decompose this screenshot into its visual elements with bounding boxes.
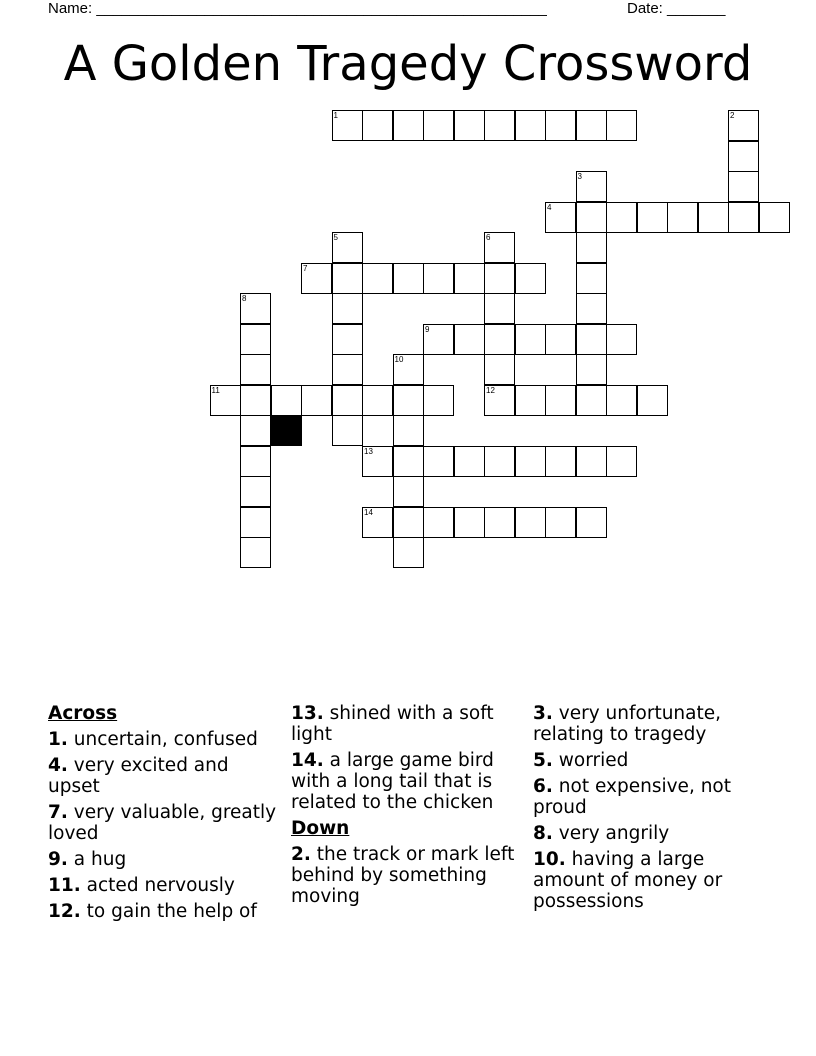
- cell-number: 14: [364, 507, 373, 517]
- grid-cell[interactable]: [210, 385, 241, 416]
- grid-cell[interactable]: [332, 293, 363, 324]
- clue-across-11: [48, 875, 280, 896]
- clue-down-3: [533, 703, 765, 745]
- clue-number: 11.: [48, 875, 81, 896]
- grid-cell[interactable]: [362, 446, 393, 477]
- grid-cell[interactable]: [545, 385, 576, 416]
- grid-cell[interactable]: [698, 202, 729, 233]
- clue-column-3: [533, 703, 765, 917]
- grid-cell[interactable]: [240, 537, 271, 568]
- grid-cell[interactable]: [454, 263, 485, 294]
- cell-number: 9: [425, 324, 430, 334]
- grid-cell[interactable]: [515, 446, 546, 477]
- grid-cell[interactable]: [637, 385, 668, 416]
- grid-cell[interactable]: [606, 110, 637, 141]
- grid-cell[interactable]: [423, 507, 454, 538]
- grid-cell[interactable]: [728, 202, 759, 233]
- grid-cell[interactable]: [393, 354, 424, 385]
- grid-cell[interactable]: [240, 446, 271, 477]
- grid-cell[interactable]: [728, 171, 759, 202]
- grid-cell[interactable]: [423, 446, 454, 477]
- grid-cell[interactable]: [301, 385, 332, 416]
- cell-number: 4: [547, 202, 552, 212]
- clue-number: 9.: [48, 849, 68, 870]
- grid-cell[interactable]: [545, 446, 576, 477]
- clue-across-7: [48, 802, 280, 844]
- clue-across-12: [48, 901, 280, 922]
- clue-down-2: [291, 844, 523, 907]
- clue-number: 3.: [533, 703, 553, 724]
- grid-cell[interactable]: [393, 537, 424, 568]
- clue-across-9: [48, 849, 280, 870]
- clue-across-13: [291, 703, 523, 745]
- grid-cell[interactable]: [515, 110, 546, 141]
- clue-number: 8.: [533, 823, 553, 844]
- grid-cell[interactable]: [393, 446, 424, 477]
- clue-text: acted nervously: [86, 875, 235, 896]
- grid-cell[interactable]: [332, 385, 363, 416]
- clue-down-10: [533, 849, 765, 912]
- grid-cell[interactable]: [240, 324, 271, 355]
- clue-text: very unfortunate, relating to tragedy: [533, 703, 722, 745]
- clue-down-6: [533, 776, 765, 818]
- grid-cell[interactable]: [423, 324, 454, 355]
- grid-cell[interactable]: [332, 232, 363, 263]
- clue-text: the track or mark left behind by something moving: [291, 844, 515, 907]
- grid-cell[interactable]: [545, 202, 576, 233]
- grid-cell[interactable]: [576, 507, 607, 538]
- grid-cell[interactable]: [362, 110, 393, 141]
- grid-cell[interactable]: [484, 507, 515, 538]
- date-line: Date: _______: [627, 0, 726, 17]
- grid-cell[interactable]: [545, 324, 576, 355]
- grid-cell[interactable]: [393, 110, 424, 141]
- down-heading: Down: [291, 818, 350, 839]
- grid-cell[interactable]: [362, 385, 393, 416]
- grid-cell[interactable]: [240, 476, 271, 507]
- clue-down-5: [533, 750, 765, 771]
- cell-number: 13: [364, 446, 373, 456]
- clue-text: a large game bird with a long tail that is related to the chicken: [291, 750, 494, 813]
- grid-cell[interactable]: [576, 263, 607, 294]
- clue-number: 13.: [291, 703, 324, 724]
- grid-cell[interactable]: [301, 263, 332, 294]
- grid-cell[interactable]: [759, 202, 790, 233]
- cell-number: 11: [211, 385, 220, 395]
- grid-cell[interactable]: [606, 446, 637, 477]
- clue-text: worried: [558, 750, 629, 771]
- grid-cell[interactable]: [423, 110, 454, 141]
- clue-down-8: [533, 823, 765, 844]
- clue-number: 2.: [291, 844, 311, 865]
- grid-cell[interactable]: [393, 263, 424, 294]
- clue-text: to gain the help of: [86, 901, 257, 922]
- grid-cell[interactable]: [332, 324, 363, 355]
- grid-cell[interactable]: [362, 263, 393, 294]
- grid-cell[interactable]: [484, 385, 515, 416]
- clue-number: 1.: [48, 729, 68, 750]
- grid-cell[interactable]: [332, 354, 363, 385]
- clue-text: very angrily: [558, 823, 670, 844]
- grid-cell[interactable]: [484, 232, 515, 263]
- grid-cell[interactable]: [454, 446, 485, 477]
- clue-text: shined with a soft light: [291, 703, 494, 745]
- grid-cell[interactable]: [606, 324, 637, 355]
- clue-across-14: [291, 750, 523, 813]
- grid-cell[interactable]: [484, 263, 515, 294]
- grid-cell[interactable]: [576, 446, 607, 477]
- cell-number: 7: [303, 263, 308, 273]
- grid-cell[interactable]: [423, 263, 454, 294]
- grid-cell[interactable]: [515, 507, 546, 538]
- cell-number: 3: [577, 172, 582, 181]
- grid-cell[interactable]: [454, 507, 485, 538]
- grid-cell[interactable]: [332, 415, 363, 446]
- grid-cell[interactable]: [637, 202, 668, 233]
- cell-number: 10: [394, 355, 404, 364]
- page-title: A Golden Tragedy Crossword: [63, 36, 753, 92]
- grid-cell[interactable]: [484, 324, 515, 355]
- grid-cell[interactable]: [332, 263, 363, 294]
- grid-cell[interactable]: [454, 110, 485, 141]
- grid-cell[interactable]: [576, 202, 607, 233]
- grid-cell[interactable]: [332, 110, 363, 141]
- clue-column-1: [48, 703, 280, 927]
- grid-cell[interactable]: [576, 110, 607, 141]
- grid-cell[interactable]: [576, 171, 607, 202]
- clue-text: having a large amount of money or possessions: [533, 849, 723, 912]
- clue-number: 6.: [533, 776, 553, 797]
- grid-cell[interactable]: [484, 446, 515, 477]
- clue-column-2: [291, 703, 523, 912]
- clue-text: very excited and upset: [48, 755, 229, 797]
- clue-number: 10.: [533, 849, 566, 870]
- clue-text: very valuable, greatly loved: [48, 802, 277, 844]
- grid-cell[interactable]: [576, 232, 607, 263]
- clue-number: 14.: [291, 750, 324, 771]
- clue-number: 7.: [48, 802, 68, 823]
- grid-cell[interactable]: [515, 385, 546, 416]
- grid-cell[interactable]: [545, 110, 576, 141]
- clue-text: not expensive, not proud: [533, 776, 731, 818]
- grid-cell[interactable]: [484, 110, 515, 141]
- cell-number: 8: [242, 294, 247, 303]
- clue-text: uncertain, confused: [73, 729, 258, 750]
- across-heading: Across: [48, 703, 118, 724]
- grid-cell[interactable]: [240, 415, 271, 446]
- grid-cell[interactable]: [606, 202, 637, 233]
- grid-cell[interactable]: [515, 263, 546, 294]
- clue-number: 5.: [533, 750, 553, 771]
- clue-across-1: [48, 729, 280, 750]
- grid-cell[interactable]: [393, 507, 424, 538]
- grid-cell[interactable]: [576, 324, 607, 355]
- clue-text: a hug: [73, 849, 127, 870]
- grid-cell[interactable]: [271, 385, 302, 416]
- grid-cell[interactable]: [545, 507, 576, 538]
- grid-cell[interactable]: [515, 324, 546, 355]
- grid-cell[interactable]: [728, 110, 759, 141]
- grid-cell[interactable]: [576, 293, 607, 324]
- name-line: Name: ______________________________________________________: [48, 0, 547, 17]
- cell-number: 6: [486, 233, 491, 242]
- grid-cell[interactable]: [667, 202, 698, 233]
- grid-cell[interactable]: [484, 354, 515, 385]
- clue-number: 4.: [48, 755, 68, 776]
- grid-cell[interactable]: [484, 293, 515, 324]
- grid-cell[interactable]: [240, 293, 271, 324]
- grid-cell[interactable]: [240, 354, 271, 385]
- grid-cell[interactable]: [576, 354, 607, 385]
- grid-cell[interactable]: [606, 385, 637, 416]
- clue-number: 12.: [48, 901, 81, 922]
- cell-number: 5: [333, 233, 338, 242]
- grid-cell[interactable]: [454, 324, 485, 355]
- cell-number: 12: [486, 385, 495, 395]
- cell-number: 1: [333, 111, 338, 120]
- grid-cell[interactable]: [393, 385, 424, 416]
- grid-cell[interactable]: [423, 385, 454, 416]
- grid-cell[interactable]: [240, 507, 271, 538]
- clue-across-4: [48, 755, 280, 797]
- grid-cell[interactable]: [393, 415, 424, 446]
- black-cell: [271, 415, 302, 446]
- grid-cell[interactable]: [362, 507, 393, 538]
- grid-cell[interactable]: [728, 141, 759, 172]
- grid-cell[interactable]: [576, 385, 607, 416]
- grid-cell[interactable]: [393, 476, 424, 507]
- cell-number: 2: [730, 111, 735, 120]
- grid-cell[interactable]: [240, 385, 271, 416]
